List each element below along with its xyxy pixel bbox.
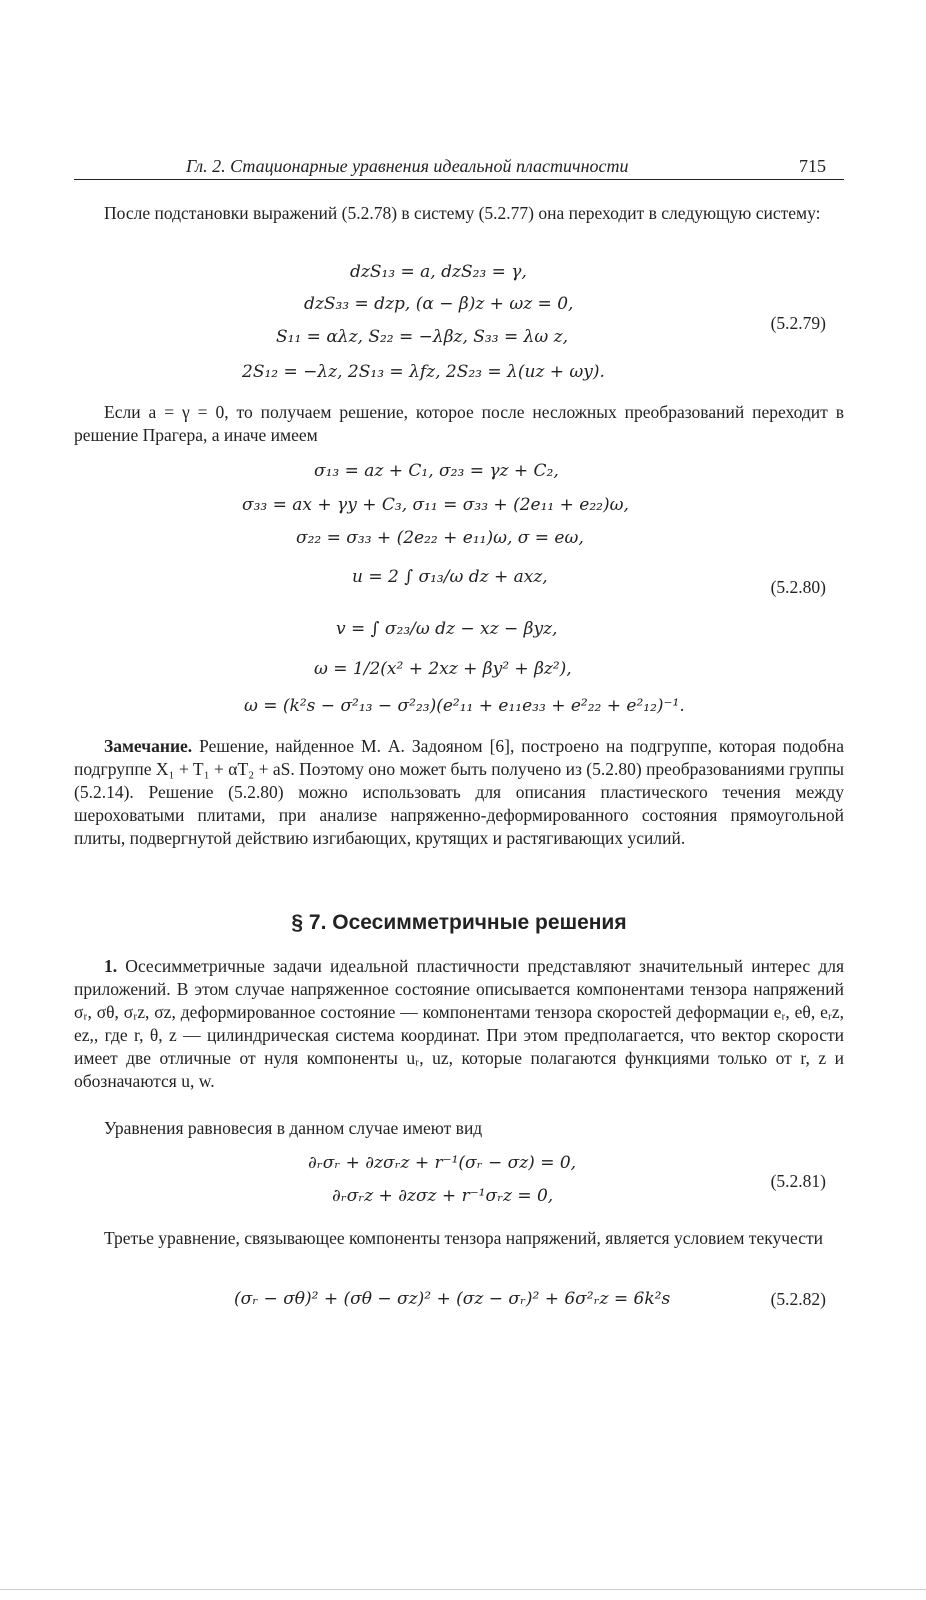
eq-5-2-80-line-5: v = ∫ σ₂₃/ω dz − xz − βyz,	[336, 619, 558, 639]
equation-number-79: (5.2.79)	[770, 313, 826, 333]
paragraph-third-equation: Третье уравнение, связывающее компоненты тензора напряжений, является условием текучести	[104, 1228, 824, 1248]
eq-5-2-82: (σᵣ − σθ)² + (σθ − σz)² + (σz − σᵣ)² + 6σ²ᵣz = 6k²s	[234, 1289, 671, 1309]
eq-5-2-80-line-2: σ₃₃ = ax + γy + C₃, σ₁₁ = σ₃₃ + (2e₁₁ + e₂₂)ω,	[242, 495, 629, 515]
eq-5-2-81-line-2: ∂ᵣσᵣz + ∂zσz + r⁻¹σᵣz = 0,	[332, 1186, 554, 1206]
item-number: 1.	[104, 956, 118, 976]
eq-5-2-79-line-2: dzS₃₃ = dzp, (α − β)z + ωz = 0,	[304, 294, 574, 314]
equation-number-82: (5.2.82)	[770, 1289, 826, 1309]
equation-number-80: (5.2.80)	[770, 577, 826, 597]
paragraph-remark: Замечание. Решение, найденное М. А. Задояном [6], построено на подгруппе, которая подобна подгруппе X₁ + T₁ + αT₂ + aS. Поэтому оно может быть получено из (5.2.80) преобразованиями группы (5.2.14). Решение (5.2.80) можно использовать для описания пластического течения между шероховатыми плитами, при анализе напряженно-деформированного состояния прямоугольной плиты, подвергнутой действию изгибающих, крутящих и растягивающих усилий.	[74, 736, 845, 848]
paragraph-intro: После подстановки выражений (5.2.78) в систему (5.2.77) она переходит в следующую систему:	[104, 203, 821, 223]
equation-number-81: (5.2.81)	[770, 1171, 826, 1191]
eq-5-2-80-line-3: σ₂₂ = σ₃₃ + (2e₂₂ + e₁₁)ω, σ = eω,	[296, 528, 584, 548]
eq-5-2-80-line-7: ω = (k²s − σ²₁₃ − σ²₂₃)(e²₁₁ + e₁₁e₃₃ + e²₂₂ + e²₁₂)⁻¹.	[244, 696, 685, 716]
eq-5-2-80-line-6: ω = 1/2(x² + 2xz + βy² + βz²),	[314, 659, 572, 679]
eq-5-2-81-line-1: ∂ᵣσᵣ + ∂zσᵣz + r⁻¹(σᵣ − σz) = 0,	[308, 1153, 577, 1173]
running-title: Гл. 2. Стационарные уравнения идеальной пластичности	[186, 156, 629, 176]
section-heading: § 7. Осесимметричные решения	[291, 911, 627, 934]
scan-bottom-edge	[0, 1589, 926, 1590]
page-header	[74, 156, 844, 180]
eq-5-2-79-line-4: 2S₁₂ = −λz, 2S₁₃ = λfz, 2S₂₃ = λ(uz + ωy).	[242, 362, 605, 382]
book-page	[74, 0, 844, 1600]
eq-5-2-79-line-3: S₁₁ = αλz, S₂₂ = −λβz, S₃₃ = λω z,	[276, 327, 569, 347]
paragraph-equilibrium: Уравнения равновесия в данном случае имеют вид	[104, 1118, 483, 1138]
page-number: 715	[799, 156, 826, 176]
eq-5-2-80-line-4: u = 2 ∫ σ₁₃/ω dz + axz,	[352, 567, 548, 587]
header-rule	[74, 179, 844, 180]
eq-5-2-80-line-1: σ₁₃ = az + C₁, σ₂₃ = γz + C₂,	[314, 461, 559, 481]
paragraph-section-1: 1. Осесимметричные задачи идеальной пластичности представляют значительный интерес для приложений. В этом случае напряженное состояние описывается компонентами тензора напряжений σᵣ, σθ, σᵣz, σz, деформированное состояние — компонентами тензора скоростей деформации eᵣ, eθ, eᵣz, ez,, где r, θ, z — цилиндрическая система координат. При этом предполагается, что вектор скорости имеет две отличные от нуля компоненты uᵣ, uz, которые полагаются функциями только от r, z и обозначаются u, w.	[74, 956, 844, 1091]
eq-5-2-79-line-1: dzS₁₃ = a, dzS₂₃ = γ,	[350, 262, 527, 282]
paragraph-if: Если a = γ = 0, то получаем решение, которое после несложных преобразований переходит в решение Прагера, а иначе имеем	[74, 402, 844, 445]
remark-label: Замечание.	[104, 736, 193, 756]
